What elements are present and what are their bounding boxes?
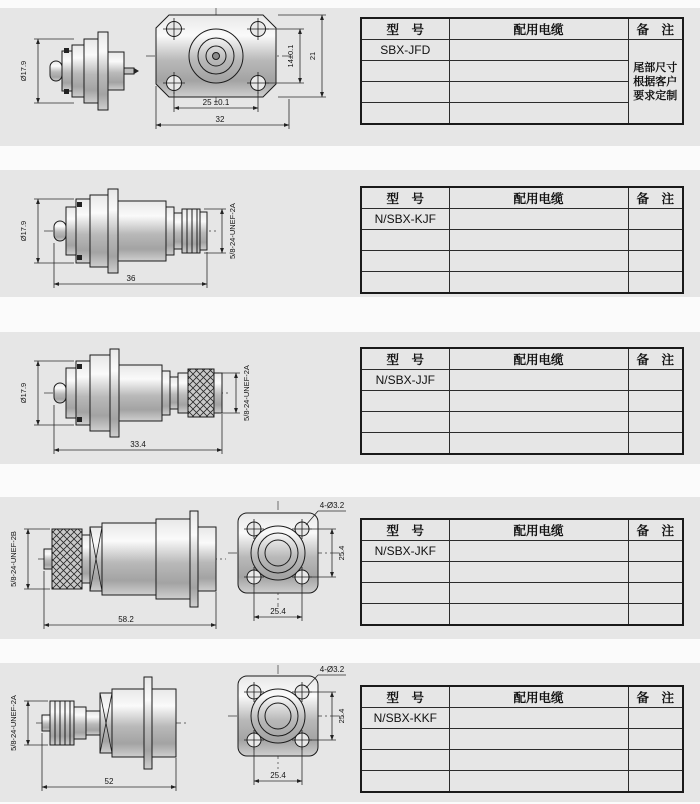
center-pin bbox=[124, 68, 134, 74]
model-cell bbox=[361, 251, 449, 272]
table-row bbox=[361, 412, 683, 433]
knurl bbox=[188, 369, 214, 417]
remark-line: 根据客户 bbox=[633, 75, 678, 88]
cable-cell bbox=[449, 604, 628, 626]
table-row bbox=[361, 541, 683, 562]
remark-cell bbox=[628, 40, 683, 125]
dim-label-flange-w: 32 bbox=[215, 115, 225, 124]
table-row bbox=[361, 604, 683, 626]
cable-cell bbox=[449, 103, 628, 125]
table-row bbox=[361, 708, 683, 729]
remark-cell bbox=[628, 541, 683, 562]
model-cell bbox=[361, 771, 449, 793]
remark-cell bbox=[628, 562, 683, 583]
dim-label-length: 58.2 bbox=[118, 615, 134, 624]
cable-cell bbox=[449, 771, 628, 793]
cable-cell bbox=[449, 583, 628, 604]
model-cell bbox=[361, 562, 449, 583]
table-row bbox=[361, 40, 683, 61]
remark-cell bbox=[628, 433, 683, 455]
cable-cell bbox=[449, 251, 628, 272]
model-cell: N/SBX-JKF bbox=[361, 541, 449, 562]
flange-plate bbox=[108, 189, 118, 273]
flange-plate bbox=[190, 511, 198, 607]
col-header-model: 型 号 bbox=[361, 187, 449, 209]
remark-line: 要求定制 bbox=[633, 89, 678, 102]
col-header-cable: 配用电缆 bbox=[449, 519, 628, 541]
remark-cell bbox=[628, 230, 683, 251]
model-cell bbox=[361, 583, 449, 604]
front-view bbox=[228, 665, 346, 769]
flange-plate bbox=[110, 349, 119, 437]
table-row bbox=[361, 251, 683, 272]
col-header-remark: 备 注 bbox=[628, 686, 683, 708]
spec-table bbox=[360, 518, 684, 626]
col-header-cable: 配用电缆 bbox=[449, 187, 628, 209]
front-view bbox=[146, 8, 292, 105]
model-cell: N/SBX-KKF bbox=[361, 708, 449, 729]
dim-label-thread: 5/8-24-UNEF-2B bbox=[9, 531, 18, 587]
flange-plate bbox=[98, 32, 108, 110]
col-header-model: 型 号 bbox=[361, 519, 449, 541]
remark-cell bbox=[628, 583, 683, 604]
table-row bbox=[361, 272, 683, 294]
table-row bbox=[361, 370, 683, 391]
model-cell bbox=[361, 272, 449, 294]
table-header-row bbox=[361, 686, 683, 708]
dim-label-length: 33.4 bbox=[130, 440, 146, 449]
col-header-model: 型 号 bbox=[361, 686, 449, 708]
cable-cell bbox=[449, 750, 628, 771]
col-header-remark: 备 注 bbox=[628, 187, 683, 209]
model-cell: SBX-JFD bbox=[361, 40, 449, 61]
section-nsbx-jjf bbox=[0, 332, 700, 464]
cable-cell bbox=[449, 61, 628, 82]
section-nsbx-kkf bbox=[0, 663, 700, 802]
model-cell bbox=[361, 391, 449, 412]
dim-label-hole-span-h: 25.4 bbox=[270, 771, 286, 780]
col-header-remark: 备 注 bbox=[628, 348, 683, 370]
col-header-remark: 备 注 bbox=[628, 519, 683, 541]
remark-cell bbox=[628, 771, 683, 793]
table-row bbox=[361, 562, 683, 583]
cable-cell bbox=[449, 708, 628, 729]
cable-cell bbox=[449, 82, 628, 103]
dim-label-length: 36 bbox=[126, 274, 136, 283]
dim-label-hole-span-v: 25.4 bbox=[337, 708, 346, 724]
model-cell bbox=[361, 433, 449, 455]
dim-label-hole-span-h: 25.4 bbox=[270, 607, 286, 616]
cable-cell bbox=[449, 40, 628, 61]
remark-cell bbox=[628, 272, 683, 294]
table-row bbox=[361, 230, 683, 251]
body bbox=[118, 201, 166, 261]
remark-line: 尾部尺寸 bbox=[633, 61, 678, 74]
side-view bbox=[50, 32, 139, 110]
dim-label-diameter: Ø17.9 bbox=[19, 382, 28, 404]
model-cell bbox=[361, 729, 449, 750]
drawing-sbx-jfd bbox=[4, 8, 354, 146]
col-header-cable: 配用电缆 bbox=[449, 18, 628, 40]
dim-label-thread: 5/8-24-UNEF-2A bbox=[9, 695, 18, 751]
spec-table bbox=[360, 685, 684, 793]
table-row bbox=[361, 583, 683, 604]
model-cell bbox=[361, 103, 449, 125]
table-header-row bbox=[361, 187, 683, 209]
model-cell bbox=[361, 750, 449, 771]
model-cell bbox=[361, 412, 449, 433]
cable-cell bbox=[449, 541, 628, 562]
dim-label-flange-h: 21 bbox=[308, 51, 317, 61]
remark-cell bbox=[628, 750, 683, 771]
model-cell bbox=[361, 230, 449, 251]
remark-cell bbox=[628, 729, 683, 750]
knurl-nut bbox=[52, 529, 82, 589]
remark-cell bbox=[628, 604, 683, 626]
col-header-cable: 配用电缆 bbox=[449, 348, 628, 370]
drawing-nsbx-jkf bbox=[4, 497, 354, 639]
table-header-row bbox=[361, 519, 683, 541]
table-row bbox=[361, 750, 683, 771]
dim-label-hole-span-v: 25.4 bbox=[337, 545, 346, 561]
dim-label-length: 52 bbox=[104, 777, 114, 786]
section-nsbx-kjf bbox=[0, 170, 700, 297]
spec-table bbox=[360, 186, 684, 294]
drawing-nsbx-kjf bbox=[4, 170, 354, 297]
cable-cell bbox=[449, 433, 628, 455]
remark-cell bbox=[628, 251, 683, 272]
table-row bbox=[361, 391, 683, 412]
dim-label-thread: 5/8-24-UNEF-2A bbox=[228, 203, 237, 259]
side-view bbox=[38, 511, 226, 607]
model-cell bbox=[361, 61, 449, 82]
cable-cell bbox=[449, 272, 628, 294]
remark-cell bbox=[628, 391, 683, 412]
spec-table bbox=[360, 17, 684, 125]
section-sbx-jfd bbox=[0, 8, 700, 146]
dim-label-hole-span-h: 25 ±0.1 bbox=[202, 98, 230, 107]
side-view bbox=[44, 189, 216, 273]
col-header-model: 型 号 bbox=[361, 18, 449, 40]
section-nsbx-jkf bbox=[0, 497, 700, 639]
dim-label-thread: 5/8-24-UNEF-2A bbox=[242, 365, 251, 421]
cable-cell bbox=[449, 729, 628, 750]
col-header-model: 型 号 bbox=[361, 348, 449, 370]
remark-cell bbox=[628, 412, 683, 433]
side-view bbox=[44, 349, 230, 437]
dim-label-holes: 4-Ø3.2 bbox=[319, 501, 345, 510]
body bbox=[119, 365, 162, 421]
dim-label-holes: 4-Ø3.2 bbox=[319, 665, 345, 674]
cable-cell bbox=[449, 370, 628, 391]
flange-plate bbox=[144, 677, 152, 769]
spec-table bbox=[360, 347, 684, 455]
table-row bbox=[361, 209, 683, 230]
cable-cell bbox=[449, 391, 628, 412]
cable-cell bbox=[449, 209, 628, 230]
front-view bbox=[228, 501, 346, 607]
table-header-row bbox=[361, 18, 683, 40]
table-header-row bbox=[361, 348, 683, 370]
cable-cell bbox=[449, 230, 628, 251]
table-row bbox=[361, 433, 683, 455]
body bbox=[102, 523, 156, 595]
dim-label-diameter: Ø17.9 bbox=[19, 60, 28, 82]
side-view bbox=[36, 677, 186, 769]
remark-cell bbox=[628, 370, 683, 391]
model-cell: N/SBX-KJF bbox=[361, 209, 449, 230]
table-row bbox=[361, 729, 683, 750]
table-row bbox=[361, 771, 683, 793]
cable-cell bbox=[449, 412, 628, 433]
model-cell bbox=[361, 604, 449, 626]
col-header-cable: 配用电缆 bbox=[449, 686, 628, 708]
cable-cell bbox=[449, 562, 628, 583]
remark-cell bbox=[628, 708, 683, 729]
remark-cell bbox=[628, 209, 683, 230]
dim-label-hole-span-v: 14±0.1 bbox=[286, 44, 295, 68]
col-header-remark: 备 注 bbox=[628, 18, 683, 40]
dim-label-diameter: Ø17.9 bbox=[19, 220, 28, 242]
drawing-nsbx-jjf bbox=[4, 332, 354, 464]
model-cell: N/SBX-JJF bbox=[361, 370, 449, 391]
model-cell bbox=[361, 82, 449, 103]
drawing-nsbx-kkf bbox=[4, 663, 354, 802]
